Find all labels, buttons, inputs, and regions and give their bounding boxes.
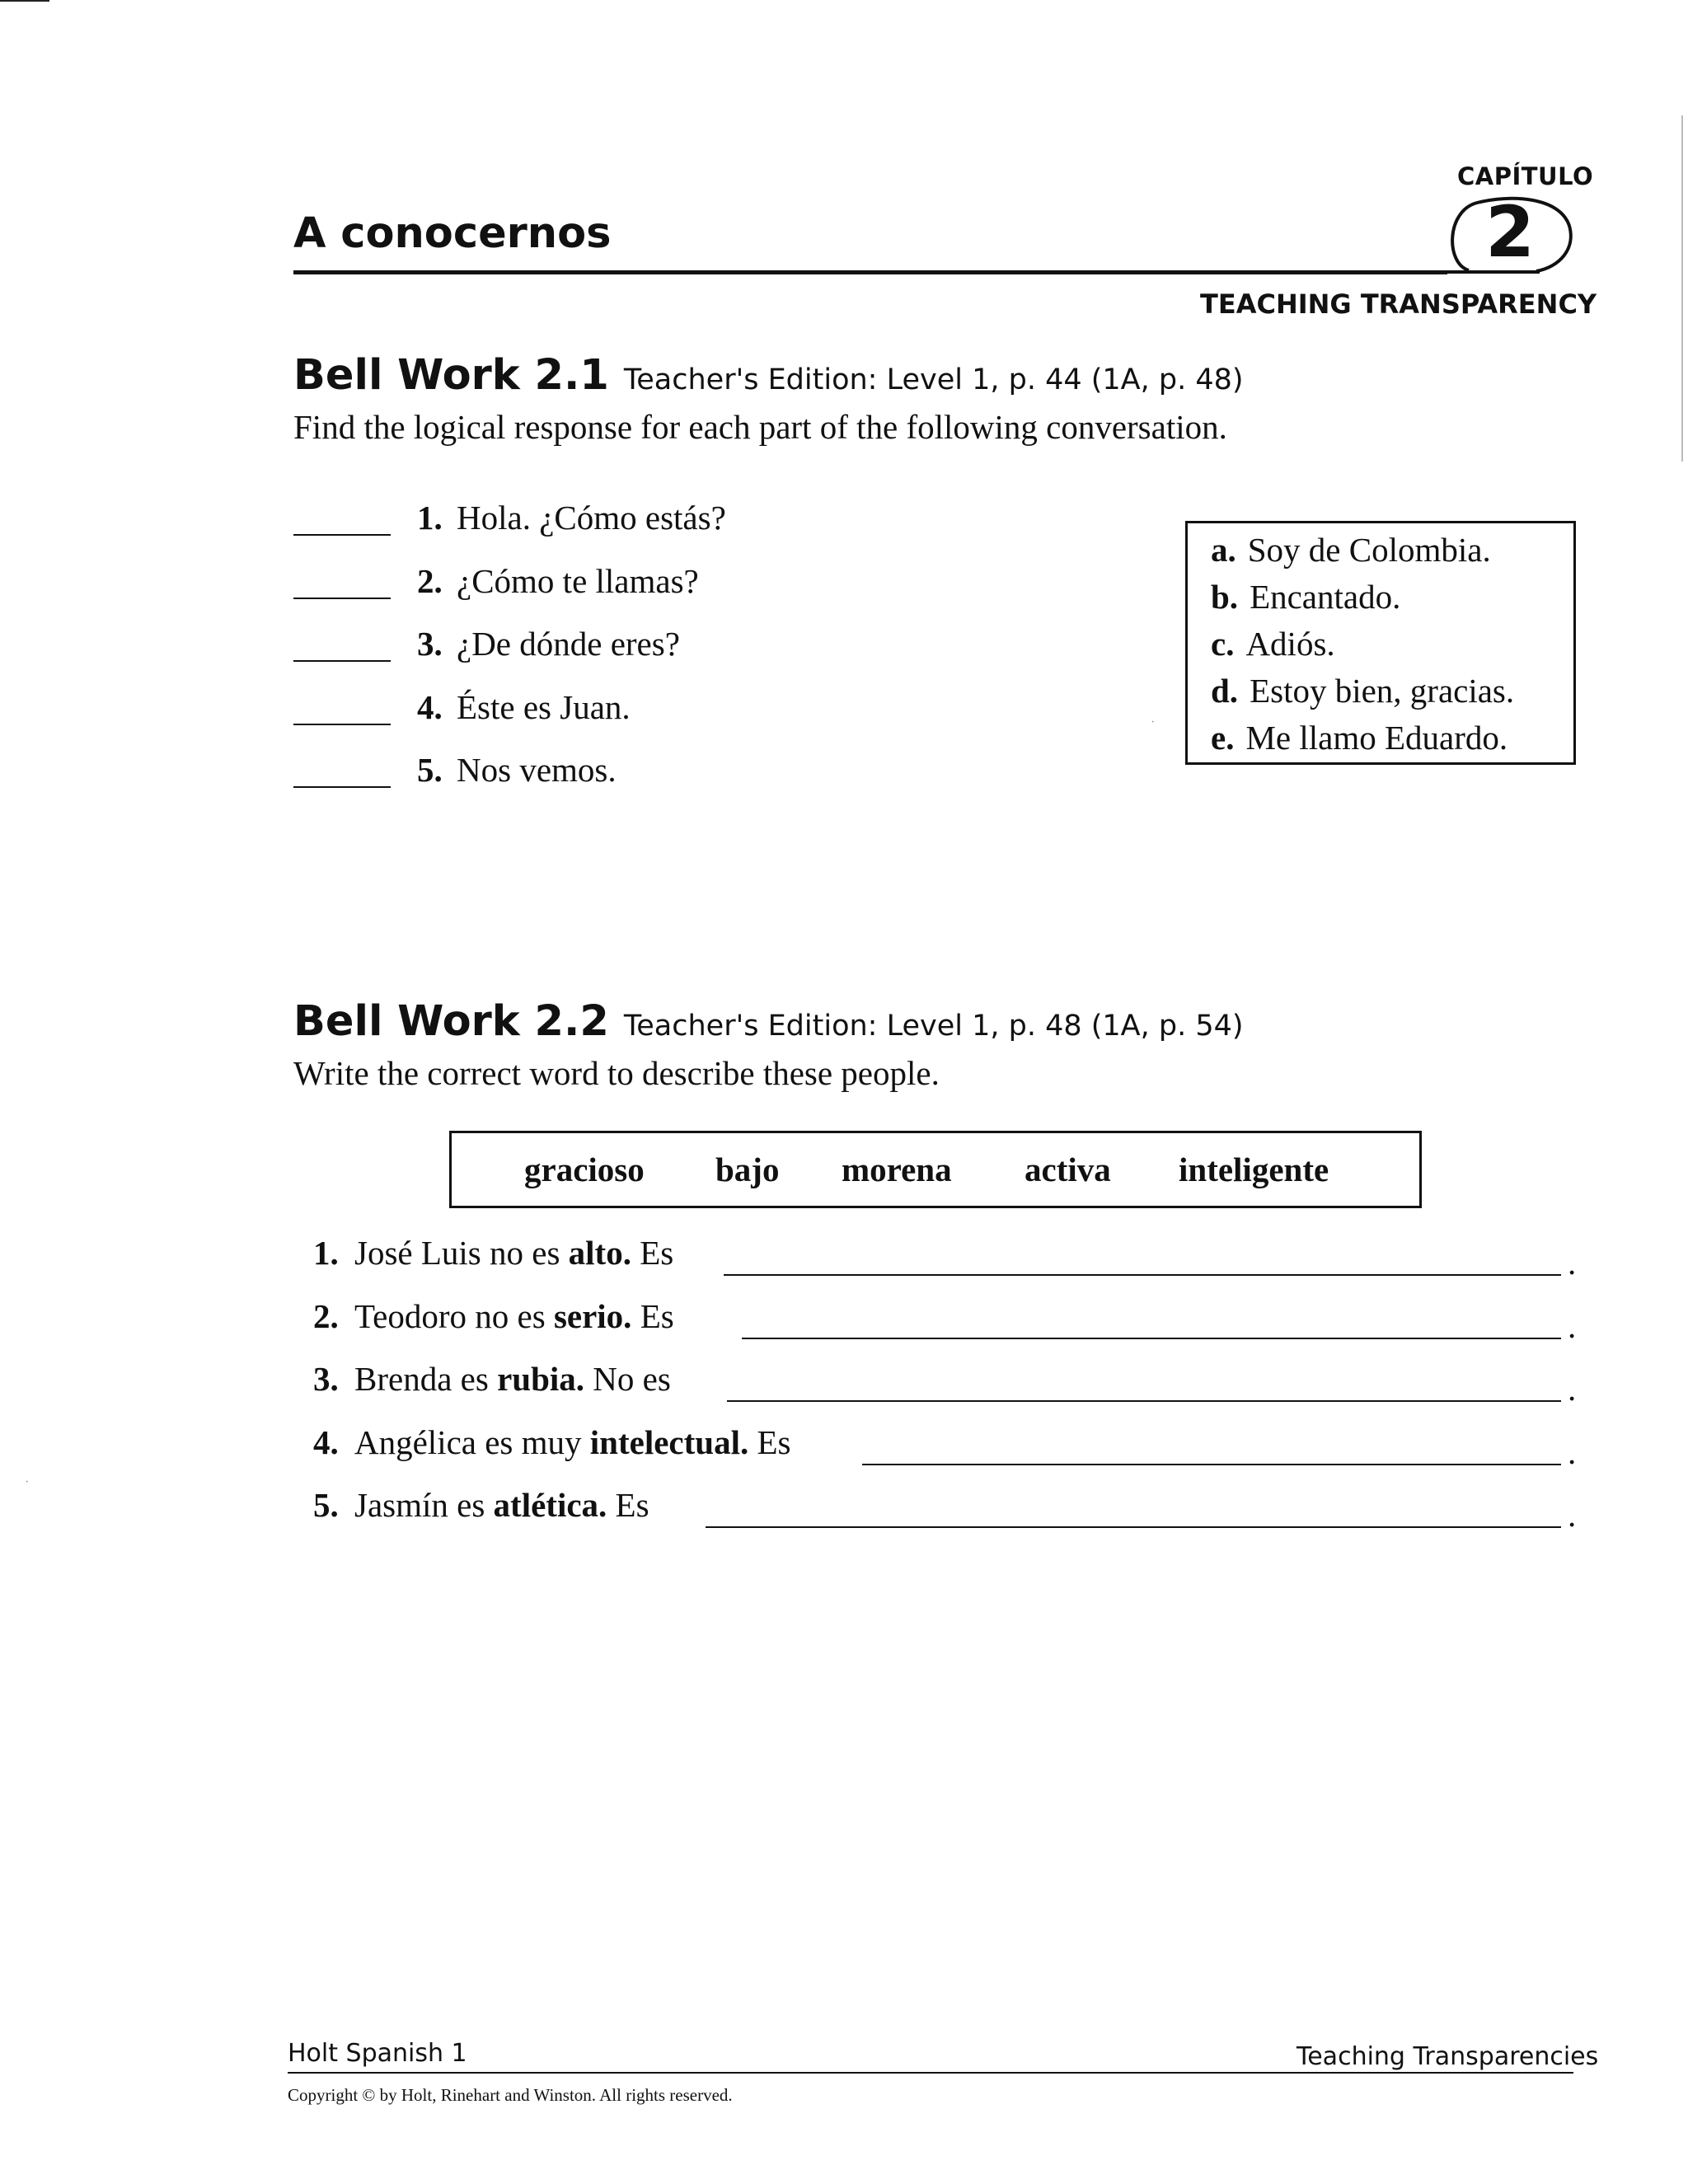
copyright-notice: Copyright © by Holt, Rinehart and Winston. All rights reserved. <box>288 2085 733 2105</box>
answer-letter: a. <box>1211 531 1236 569</box>
scan-mark <box>0 0 49 2</box>
answer-letter: d. <box>1211 672 1239 710</box>
answer-text: Adiós. <box>1245 625 1335 663</box>
end-period: . <box>1568 1496 1577 1534</box>
sentence-number: 3. <box>313 1360 339 1398</box>
word-bank-item: gracioso <box>524 1151 645 1188</box>
footer-book-title: Holt Spanish 1 <box>288 2039 467 2068</box>
answer-blank[interactable] <box>293 660 391 662</box>
sentence-number: 1. <box>313 1234 339 1272</box>
answer-choice <box>1211 715 1573 762</box>
question-number: 5. <box>417 751 443 789</box>
sentence-number: 2. <box>313 1296 339 1335</box>
answer-choice <box>1211 668 1573 715</box>
answer-letter: b. <box>1211 578 1239 616</box>
answer-choice <box>1211 574 1573 621</box>
answer-blank[interactable] <box>293 786 391 788</box>
end-period: . <box>1568 1370 1577 1408</box>
sentence-text: Brenda es rubia. No es <box>354 1360 671 1398</box>
sentence-text: Angélica es muy intelectual. Es <box>354 1422 791 1461</box>
footer-rule <box>288 2072 1573 2074</box>
bell-work-2-instructions: Write the correct word to describe these people. <box>293 1054 940 1092</box>
page-title: A conocernos <box>293 209 612 258</box>
answer-choice <box>1211 527 1573 574</box>
question-text: Nos vemos. <box>457 751 617 789</box>
bell-work-2-heading <box>293 997 1244 1046</box>
end-period: . <box>1568 1306 1577 1345</box>
word-bank-box <box>449 1131 1422 1208</box>
bell-work-1-heading <box>293 351 1244 400</box>
answer-blank[interactable] <box>293 724 391 725</box>
scan-speck: · <box>1151 715 1156 729</box>
bell-work-1-reference: Teacher's Edition: Level 1, p. 44 (1A, p. 48) <box>623 363 1244 396</box>
question-number: 1. <box>417 499 443 537</box>
bell-work-2-title: Bell Work 2.2 <box>293 997 609 1046</box>
question-number: 3. <box>417 625 443 663</box>
answer-text: Soy de Colombia. <box>1247 531 1491 569</box>
question-number: 2. <box>417 561 443 600</box>
end-period: . <box>1568 1244 1577 1282</box>
word-bank-item: bajo <box>715 1151 780 1188</box>
answer-text: Estoy bien, gracias. <box>1250 672 1515 710</box>
bell-work-2-reference: Teacher's Edition: Level 1, p. 48 (1A, p. 54) <box>623 1010 1244 1043</box>
answer-line[interactable] <box>727 1400 1561 1402</box>
answer-line[interactable] <box>862 1464 1561 1465</box>
answer-blank[interactable] <box>293 598 391 599</box>
answer-text: Encantado. <box>1250 578 1401 616</box>
question-number: 4. <box>417 687 443 726</box>
transparency-label: TEACHING TRANSPARENCY <box>1200 288 1597 320</box>
answer-letter: c. <box>1211 625 1235 663</box>
bell-work-1-instructions: Find the logical response for each part of the following conversation. <box>293 408 1227 446</box>
question-text: Hola. ¿Cómo estás? <box>457 499 726 537</box>
word-bank-item: activa <box>1025 1151 1111 1188</box>
question-text: ¿De dónde eres? <box>457 625 680 663</box>
sentence-text: Teodoro no es serio. Es <box>354 1296 674 1335</box>
scan-edge <box>1681 115 1683 462</box>
word-bank-item: morena <box>842 1151 952 1188</box>
sentence-text: José Luis no es alto. Es <box>354 1234 674 1272</box>
question-text: Éste es Juan. <box>457 687 631 726</box>
answer-blank[interactable] <box>293 534 391 536</box>
sentence-number: 5. <box>313 1486 339 1524</box>
answer-letter: e. <box>1211 719 1235 757</box>
answer-choice <box>1211 621 1573 668</box>
sentence-text: Jasmín es atlética. Es <box>354 1486 649 1524</box>
end-period: . <box>1568 1432 1577 1471</box>
word-bank-item: inteligente <box>1179 1151 1329 1188</box>
footer-section-title: Teaching Transparencies <box>1296 2042 1599 2071</box>
answer-line[interactable] <box>742 1338 1561 1339</box>
question-text: ¿Cómo te llamas? <box>457 561 699 600</box>
sentence-number: 4. <box>313 1422 339 1461</box>
chapter-number: 2 <box>1485 191 1535 274</box>
answer-line[interactable] <box>724 1274 1561 1276</box>
bell-work-1-title: Bell Work 2.1 <box>293 351 609 400</box>
chapter-label: CAPÍTULO <box>1457 162 1594 190</box>
answer-line[interactable] <box>706 1526 1561 1528</box>
answer-text: Me llamo Eduardo. <box>1245 719 1508 757</box>
answer-choices-box <box>1185 521 1576 765</box>
scan-speck: · <box>25 1475 30 1489</box>
title-rule <box>293 270 1447 274</box>
